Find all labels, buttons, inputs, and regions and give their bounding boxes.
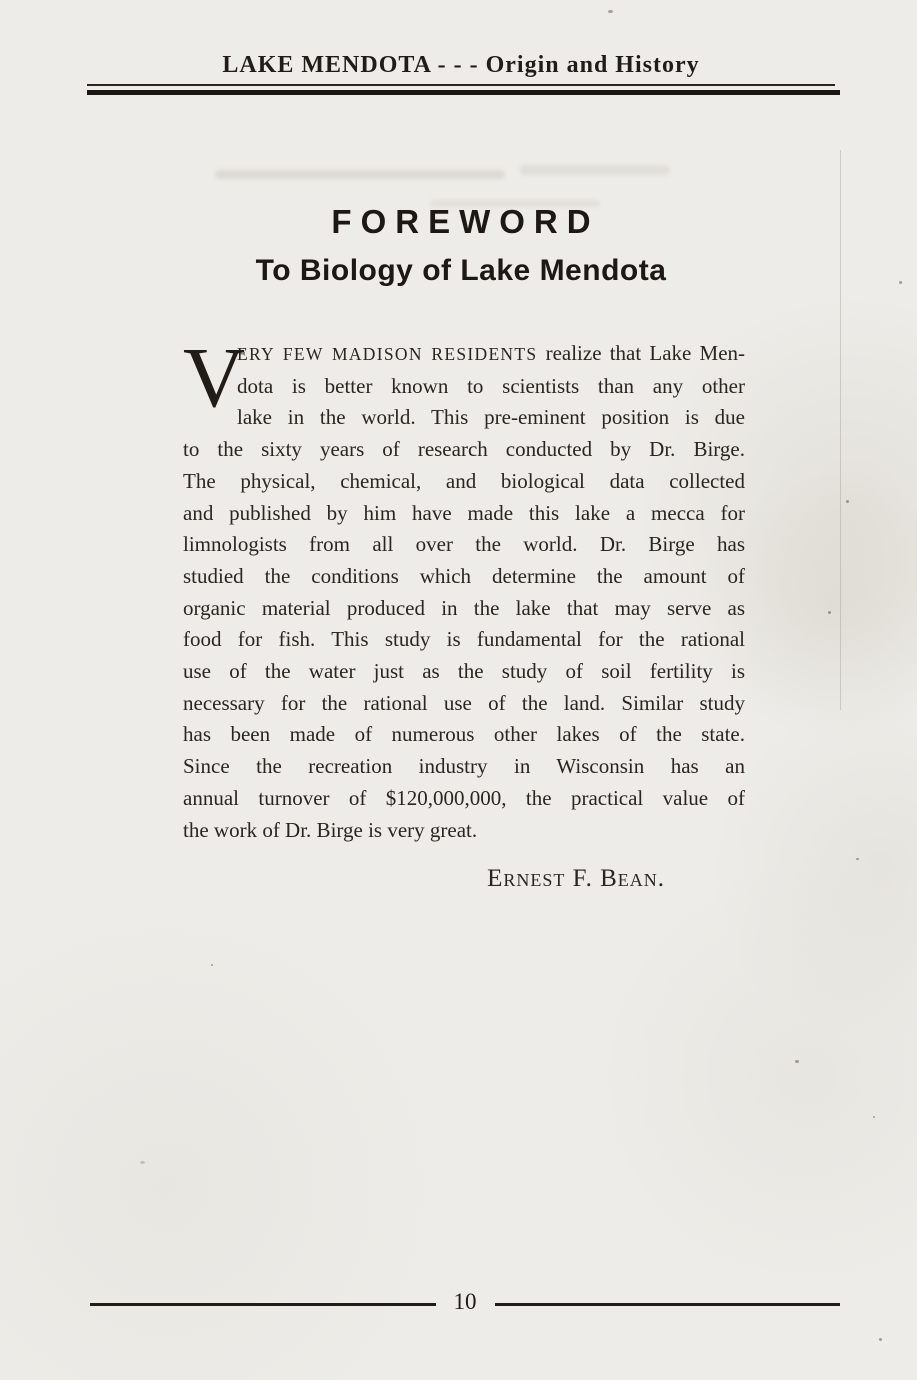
paragraph-line: dota is better known to scientists than any other: [237, 373, 745, 398]
paragraph-line: Since the recreation industry in Wisconsin has an: [183, 754, 745, 779]
paragraph-line: food for fish. This study is fundamental for the rational: [183, 627, 745, 652]
opening-small-caps: ERY FEW MADISON RESIDENTS: [237, 344, 538, 364]
signature: Ernest F. Bean.: [487, 865, 665, 893]
header-rule-thick: [87, 90, 840, 95]
paragraph-line: studied the conditions which determine the amount of: [183, 563, 745, 588]
header-rule-thin: [87, 84, 835, 86]
foreword-heading: FOREWORD: [331, 203, 600, 240]
paragraph-line: limnologists from all over the world. Dr. Birge has: [183, 532, 745, 557]
body-text-block: [183, 329, 746, 895]
scan-speck: [211, 964, 213, 966]
scan-speck: [899, 281, 902, 284]
footer-rule-left: [90, 1303, 436, 1306]
paragraph-line: use of the water just as the study of soil fertility is: [183, 659, 745, 684]
paragraph-lines: [183, 338, 745, 846]
showthrough-edge: [840, 150, 841, 710]
page-number: 10: [453, 1289, 477, 1314]
paragraph-line: has been made of numerous other lakes of the state.: [183, 722, 745, 747]
scan-speck: [795, 1060, 799, 1063]
paragraph-line: necessary for the rational use of the land. Similar study: [183, 690, 745, 715]
scan-speck: [873, 1116, 875, 1118]
scan-speck: [879, 1338, 882, 1341]
paragraph-line: annual turnover of $120,000,000, the practical value of: [183, 785, 745, 810]
paragraph-line: ERY FEW MADISON RESIDENTS realize that Lake Men-: [237, 341, 746, 365]
foreword-subheading: To Biology of Lake Mendota: [255, 254, 667, 287]
paragraph-line: lake in the world. This pre-eminent position is due: [237, 405, 745, 430]
showthrough-smudge: [520, 165, 670, 175]
scan-speck: [608, 10, 613, 13]
paragraph-line: to the sixty years of research conducted by Dr. Birge.: [183, 437, 745, 462]
page-footer: [90, 1291, 840, 1317]
foreword-paragraph: [183, 329, 746, 846]
paragraph-line: the work of Dr. Birge is very great.: [183, 817, 478, 842]
showthrough-smudge: [215, 170, 505, 179]
running-head: LAKE MENDOTA - - - Origin and History: [222, 52, 700, 78]
scan-speck: [828, 611, 831, 614]
drop-cap: V: [183, 329, 246, 425]
paragraph-line: organic material produced in the lake that may serve as: [183, 595, 745, 620]
scan-speck: [140, 1161, 145, 1164]
footer-rule-right: [495, 1303, 841, 1306]
paragraph-line: and published by him have made this lake a mecca for: [183, 500, 745, 525]
scan-speck: [846, 500, 849, 503]
paragraph-line: The physical, chemical, and biological data collected: [183, 468, 745, 493]
scan-speck: [856, 858, 859, 860]
